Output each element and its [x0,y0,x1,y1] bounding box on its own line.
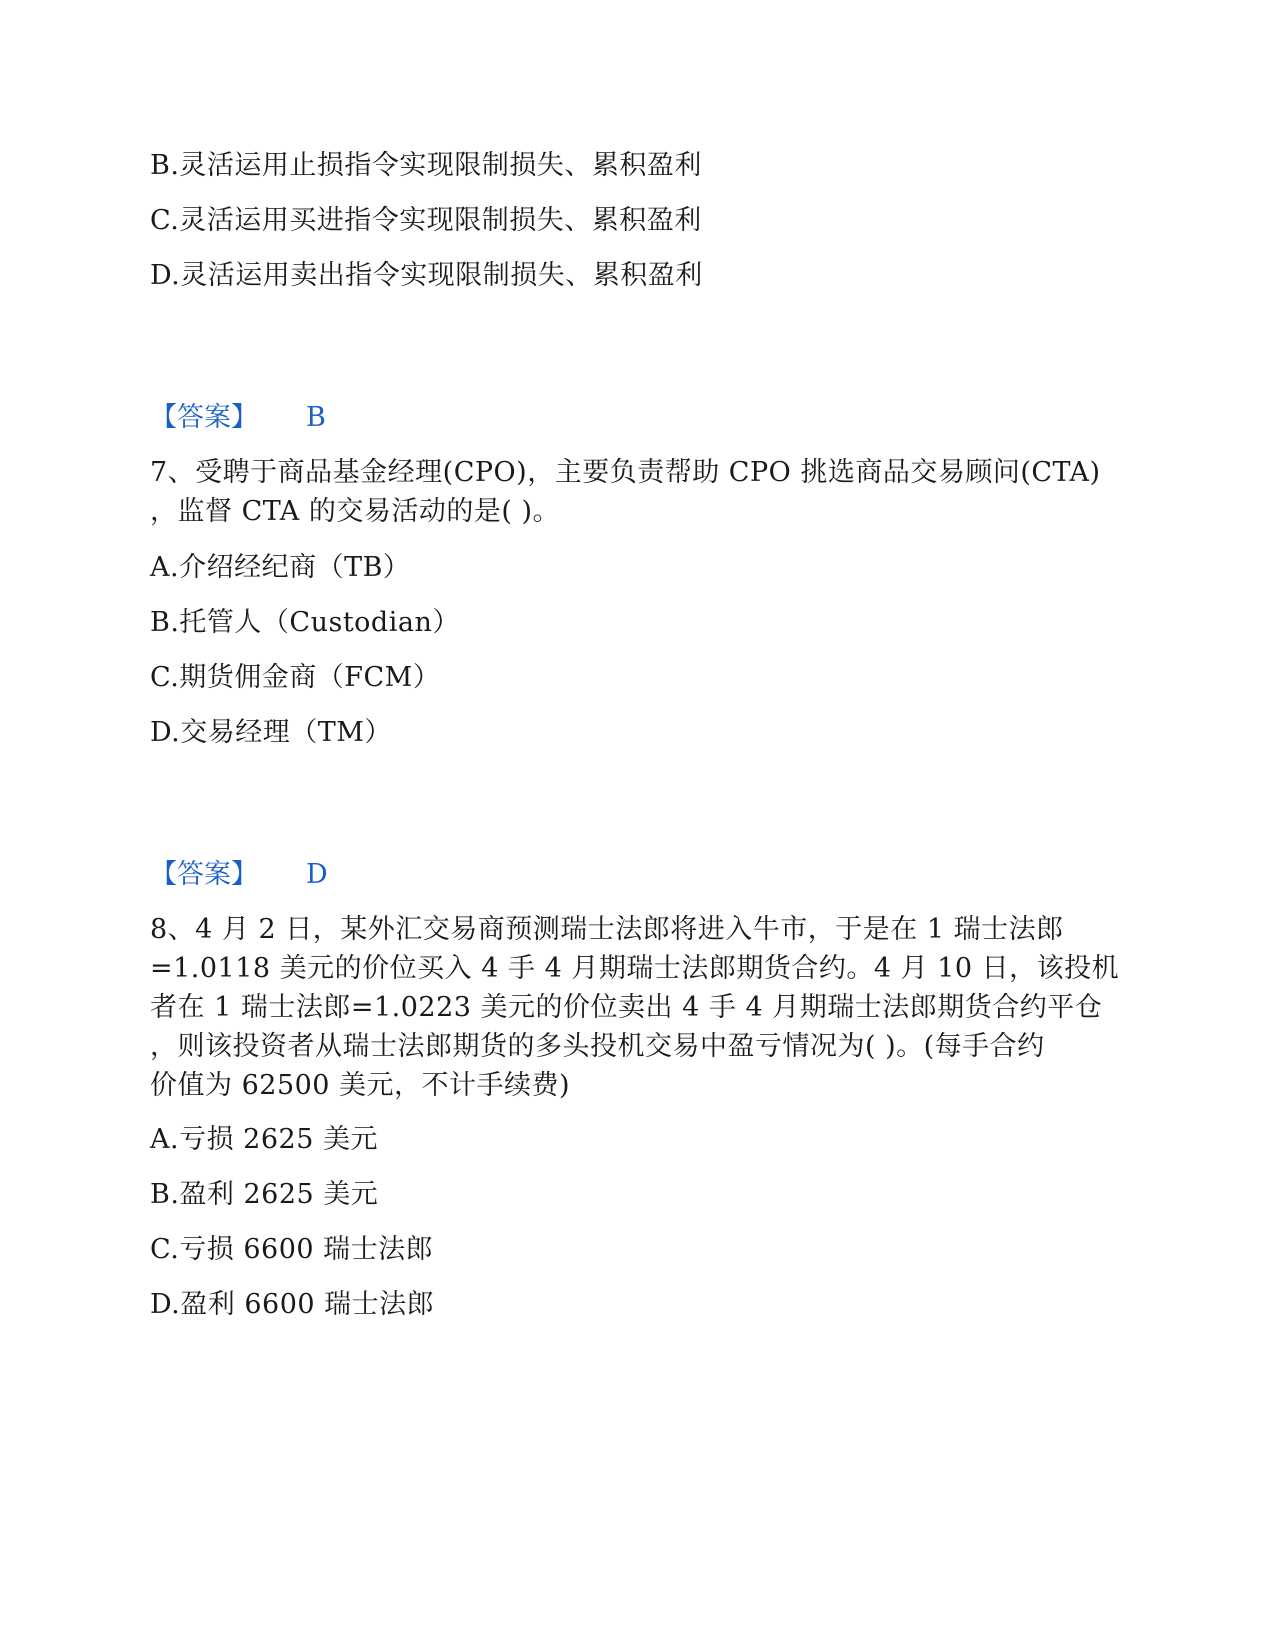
q8-stem-line-2: =1.0118 美元的价位买入 4 手 4 月期瑞士法郎期货合约。4 月 10 日，该投机 [150,953,1120,984]
q7-option-d: D.交易经理（TM） [150,717,392,748]
q8-stem-line-1: 8、4 月 2 日，某外汇交易商预测瑞士法郎将进入牛市，于是在 1 瑞士法郎 [150,914,1064,945]
q8-stem-line-4: ，则该投资者从瑞士法郎期货的多头投机交易中盈亏情况为( )。(每手合约 [150,1031,1045,1062]
q6-option-c: C.灵活运用买进指令实现限制损失、累积盈利 [150,205,702,236]
answer-6 [150,400,326,436]
q8-stem-line-3: 者在 1 瑞士法郎=1.0223 美元的价位卖出 4 手 4 月期瑞士法郎期货合约平仓 [150,992,1103,1023]
q7-stem-line-2: ，监督 CTA 的交易活动的是( )。 [150,496,561,527]
q7-stem-line-1: 7、受聘于商品基金经理(CPO)，主要负责帮助 CPO 挑选商品交易顾问(CTA) [150,457,1101,488]
q8-option-a: A.亏损 2625 美元 [150,1124,378,1155]
q7-option-b: B.托管人（Custodian） [150,607,460,638]
q8-stem-line-5: 价值为 62500 美元，不计手续费) [150,1070,571,1101]
answer-7 [150,857,328,893]
answer-tag: 【答案】 [150,402,258,433]
answer-tag: 【答案】 [150,859,258,890]
q7-option-a: A.介绍经纪商（TB） [150,552,411,583]
answer-value: D [306,859,328,890]
q6-option-d: D.灵活运用卖出指令实现限制损失、累积盈利 [150,260,703,291]
q6-option-b: B.灵活运用止损指令实现限制损失、累积盈利 [150,150,702,181]
q8-option-d: D.盈利 6600 瑞士法郎 [150,1289,435,1320]
q7-option-c: C.期货佣金商（FCM） [150,662,441,693]
q8-option-c: C.亏损 6600 瑞士法郎 [150,1234,434,1265]
answer-value: B [306,402,326,433]
q8-option-b: B.盈利 2625 美元 [150,1179,379,1210]
